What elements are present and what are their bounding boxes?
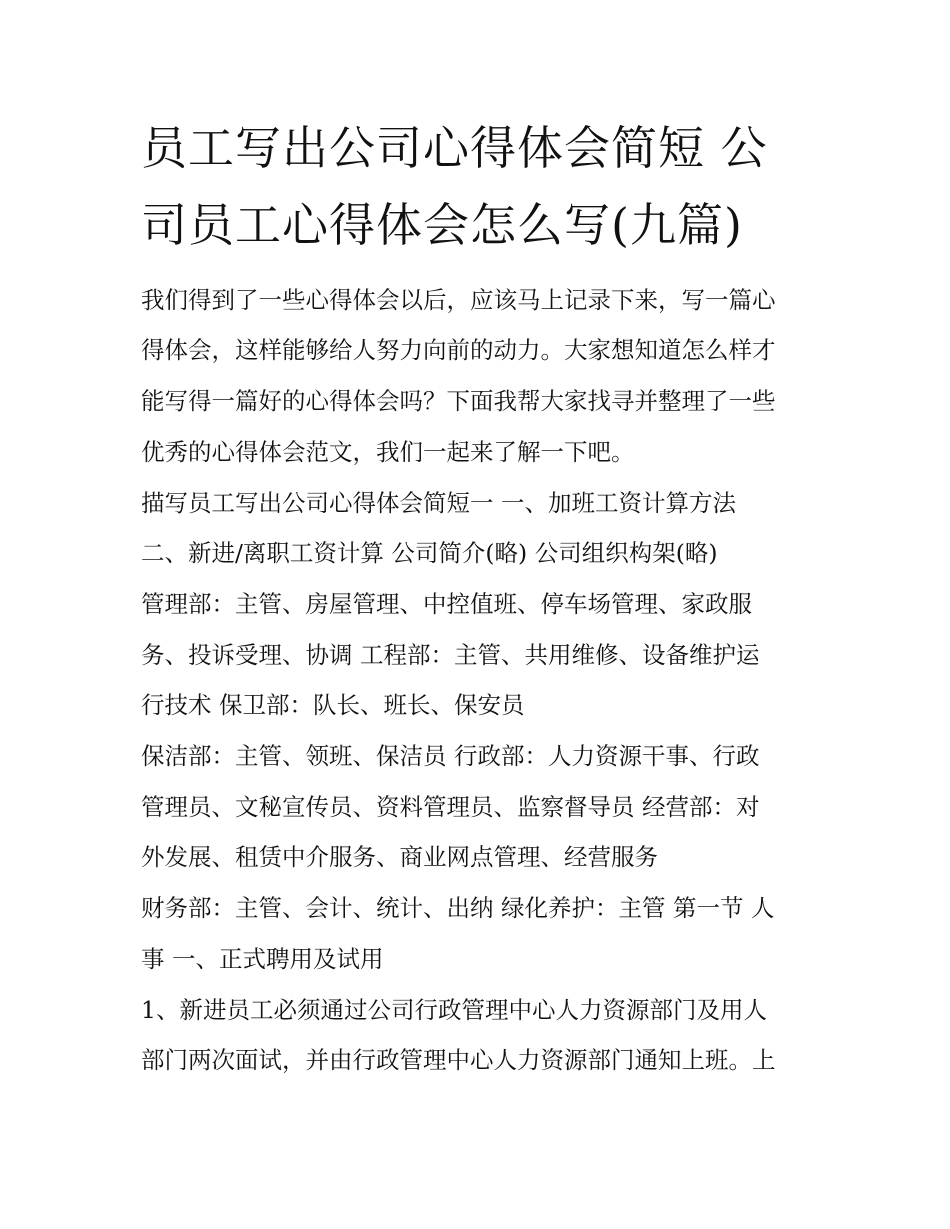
body-line: 管理员、文秘宣传员、资料管理员、监察督导员 经营部：对	[141, 793, 760, 821]
body-line: 财务部：主管、会计、统计、出纳 绿化养护：主管 第一节 人	[141, 894, 775, 922]
body-line: 管理部：主管、房屋管理、中控值班、停车场管理、家政服	[141, 590, 752, 618]
body-line: 事 一、正式聘用及试用	[141, 945, 384, 973]
body-line: 保洁部：主管、领班、保洁员 行政部：人力资源干事、行政	[141, 742, 760, 770]
body-line: 部门两次面试，并由行政管理中心人力资源部门通知上班。上	[141, 1046, 776, 1074]
body-line: 务、投诉受理、协调 工程部：主管、共用维修、设备维护运	[141, 641, 760, 669]
body-line: 能写得一篇好的心得体会吗？下面我帮大家找寻并整理了一些	[141, 387, 776, 415]
body-line: 我们得到了一些心得体会以后，应该马上记录下来，写一篇心	[141, 286, 776, 314]
body-line: 外发展、租赁中介服务、商业网点管理、经营服务	[141, 843, 658, 871]
body-line: 优秀的心得体会范文，我们一起来了解一下吧。	[141, 438, 635, 466]
body-line: 得体会，这样能够给人努力向前的动力。大家想知道怎么样才	[141, 336, 776, 364]
body-line: 描写员工写出公司心得体会简短一 一、加班工资计算方法	[141, 489, 736, 517]
document-title-line-1: 员工写出公司心得体会简短 公	[141, 121, 768, 175]
body-line: 行技术 保卫部：队长、班长、保安员	[141, 691, 525, 719]
body-line: 二、新进/离职工资计算 公司简介(略) 公司组织构架(略)	[141, 539, 718, 567]
body-line: 1、新进员工必须通过公司行政管理中心人力资源部门及用人	[141, 996, 767, 1024]
document-title-line-2: 司员工心得体会怎么写(九篇)	[141, 198, 743, 252]
